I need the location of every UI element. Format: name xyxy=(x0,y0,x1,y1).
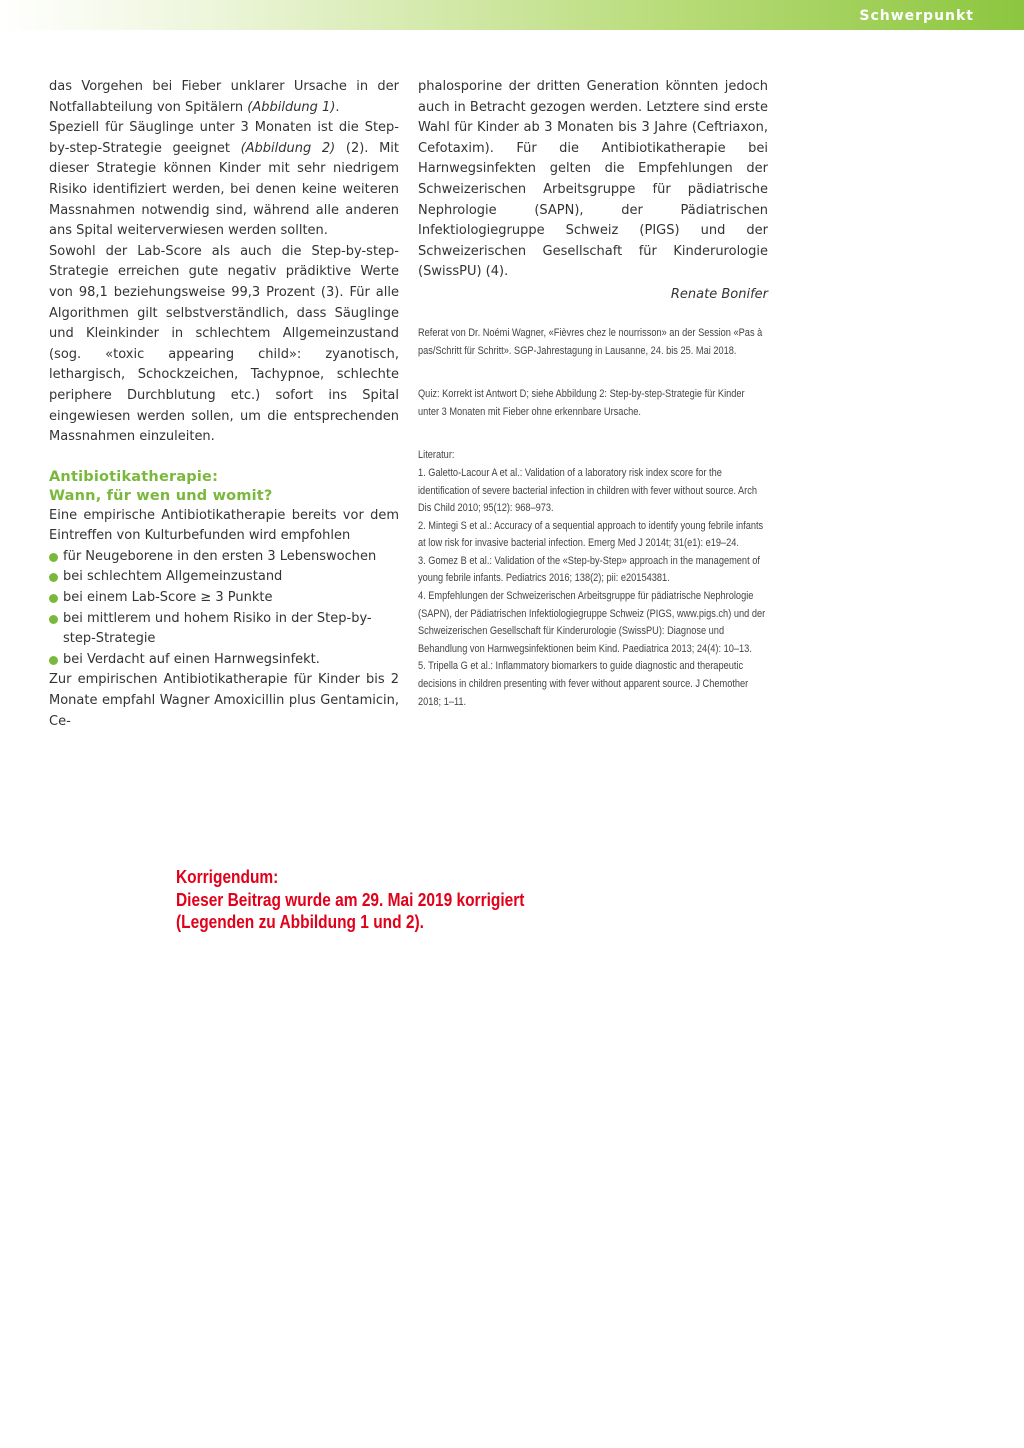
paragraph-2-text: Speziell für Säuglinge unter 3 Monaten ist die Step-by-step-Strategie geeignet xyxy=(49,120,399,156)
section-heading-line-2: Wann, für wen und womit? xyxy=(49,487,273,504)
list-item-text: für Neugeborene in den ersten 3 Lebenswochen xyxy=(63,548,377,564)
bullet-dot-icon xyxy=(49,615,58,624)
paragraph-5: Zur empirischen Antibiotikatherapie für Kinder bis 2 Monate empfahl Wagner Amoxicillin plus Gentamicin, Ce- xyxy=(49,672,399,729)
paragraph-1-end: . xyxy=(335,99,340,115)
author-name: Renate Bonifer xyxy=(670,286,768,302)
corrigendum-line-3: (Legenden zu Abbildung 1 und 2). xyxy=(176,912,424,932)
list-item-text: bei schlechtem Allgemeinzustand xyxy=(63,569,283,585)
literature-item: 3. Gomez B et al.: Validation of the «Step-by-Step» approach in the management of young febrile infants. Pediatrics 2016; 138(2); pii: e20154381. xyxy=(418,554,760,585)
figure-reference-1: (Abbildung 1) xyxy=(247,99,336,115)
paragraph-2-end: (2). Mit dieser Strategie können Kinder mit sehr niedrigem Risiko identifiziert werden, bei denen keine weiteren Massnahmen notwendig sind, während alle anderen ans Spital weiterverwiesen werden sollten. xyxy=(49,140,400,239)
paragraph-2 xyxy=(49,118,399,242)
bullet-dot-icon xyxy=(49,573,58,582)
figure-reference-2: (Abbildung 2) xyxy=(240,140,336,156)
right-column xyxy=(418,77,768,711)
paragraph-1-text: das Vorgehen bei Fieber unklarer Ursache in der Notfallabteilung von Spitälern xyxy=(49,79,399,115)
recommendation-list xyxy=(49,547,399,671)
section-heading-line-1: Antibiotikatherapie: xyxy=(49,468,219,485)
literature-item: 1. Galetto-Lacour A et al.: Validation of a laboratory risk index score for the identification of severe bacterial infection in children with fever without source. Arch Dis Child 2010; 95(12): 968–973. xyxy=(418,466,757,515)
paragraph-3: Sowohl der Lab-Score als auch die Step-by-step-Strategie erreichen gute negativ prädiktive Werte von 98,1 beziehungsweise 99,3 Prozent (3). Für alle Algorithmen gilt selbstverständlich, dass Säuglinge und Kleinkinder in schlechtem Allgemeinzustand (sog. «toxic appearing child»: zyanotisch, lethargisch, Schockzeichen, Tachypnoe, schlechte periphere Durchblutung etc.) sofort ins Spital eingewiesen werden sollen, um die entsprechenden Massnahmen einzuleiten. xyxy=(49,243,399,445)
referat-note: Referat von Dr. Noémi Wagner, «Fièvres chez le nourrisson» an der Session «Pas à pas/Schritt für Schritt». SGP-Jahrestagung in Lausanne, 24. bis 25. Mai 2018. xyxy=(418,326,763,357)
paragraph-4: Eine empirische Antibiotikatherapie bereits vor dem Eintreffen von Kulturbefunden wird empfohlen xyxy=(49,507,399,544)
bullet-dot-icon xyxy=(49,553,58,562)
corrigendum-title: Korrigendum: xyxy=(176,867,279,887)
bullet-dot-icon xyxy=(49,594,58,603)
list-item xyxy=(49,547,399,568)
quiz-note: Quiz: Korrekt ist Antwort D; siehe Abbildung 2: Step-by-step-Strategie für Kinder unter 3 Monaten mit Fieber ohne erkennbare Ursache. xyxy=(418,388,745,418)
list-item-text: bei Verdacht auf einen Harnwegsinfekt. xyxy=(63,651,320,667)
bullet-dot-icon xyxy=(49,656,58,665)
list-item xyxy=(49,609,399,650)
literature-item: 2. Mintegi S et al.: Accuracy of a sequential approach to identify young febrile infants at low risk for invasive bacterial infection. Emerg Med J 2014t; 31(e1): e19–24. xyxy=(418,519,764,550)
literature-heading: Literatur: xyxy=(418,449,455,462)
literature-item: 5. Tripella G et al.: Inflammatory biomarkers to guide diagnostic and therapeutic decisions in children presenting with fever without apparent source. J Chemother 2018; 1–11. xyxy=(418,660,749,708)
section-label: Schwerpunkt xyxy=(859,8,974,24)
left-column xyxy=(49,77,399,732)
literature-item: 4. Empfehlungen der Schweizerischen Arbeitsgruppe für pädiatrische Nephrologie (SAPN), der Pädiatrischen Infektiologiegruppe Schweiz (PIGS, www.pigs.ch) und der Schweizerischen Gesellschaft für Kinderurologie (SwissPU): Diagnose und Behandlung von Harnwegsinfektionen beim Kind. Paediatrica 2013; 24(4): 10–13. xyxy=(418,590,766,655)
corrigendum-line-2: Dieser Beitrag wurde am 29. Mai 2019 korrigiert xyxy=(176,889,525,910)
header-bar xyxy=(0,0,1024,30)
list-item-text: bei einem Lab-Score ≥ 3 Punkte xyxy=(63,590,273,606)
corrigendum-notice xyxy=(176,866,658,934)
list-item xyxy=(49,650,399,671)
list-item xyxy=(49,588,399,609)
list-item-text: bei mittlerem und hohem Risiko in der Step-by-step-Strategie xyxy=(63,610,372,647)
section-heading xyxy=(49,468,399,506)
paragraph-6: phalosporine der dritten Generation könnten jedoch auch in Betracht gezogen werden. Letztere sind erste Wahl für Kinder ab 3 Monaten bis 3 Jahre (Ceftriaxon, Cefotaxim). Für die Antibiotikatherapie bei Harnwegsinfekten gelten die Empfehlungen der Schweizerischen Arbeitsgruppe für pädiatrische Nephrologie (SAPN), der Pädiatrischen Infektiologiegruppe Schweiz (PIGS) und der Schweizerischen Gesellschaft für Kinderurologie (SwissPU) (4). xyxy=(418,79,768,280)
paragraph-1 xyxy=(49,77,399,118)
list-item xyxy=(49,567,399,588)
